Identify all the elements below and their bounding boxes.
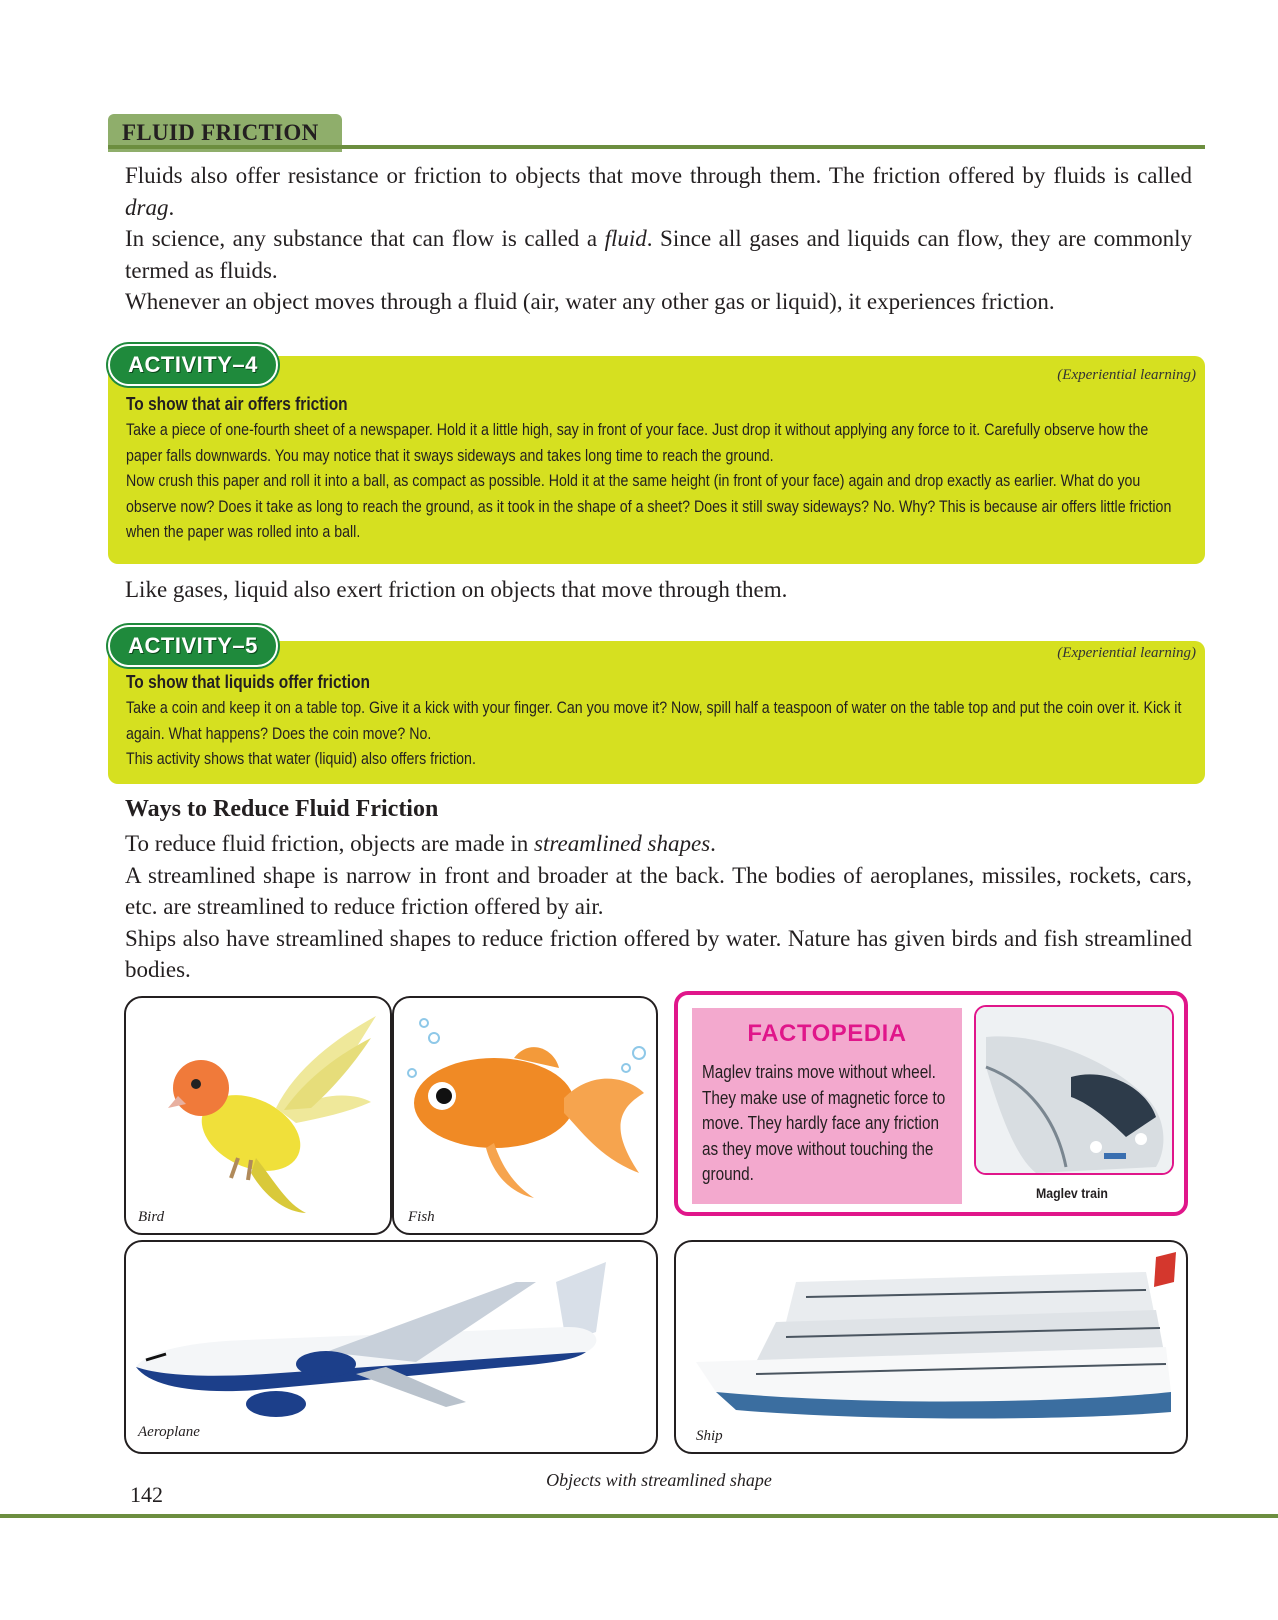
reduce-paragraph-2: A streamlined shape is narrow in front and broader at the back. The bodies of aeroplanes, missiles, rockets, cars, etc. are streamlined to reduce friction offered by air. [125,862,1192,919]
reduce-text [125,828,1192,986]
fish-card [392,996,658,1235]
activity-4-body [126,418,1184,546]
activity-4-tag: (Experiential learning) [1057,367,1196,383]
activity-4-paragraph-1: Take a piece of one-fourth sheet of a newspaper. Hold it a little high, say in front of your face. Just drop it without applying any force to it. Carefully observe how the paper falls downwards. You may notice that it sways sideways and takes long time to reach the ground. [126,421,1149,465]
bird-caption: Bird [138,1209,165,1225]
ship-image [676,1242,1188,1454]
activity-4-title: To show that air offers friction [126,394,348,414]
activity-5-label: ACTIVITY–5 [108,625,278,667]
ship-card [674,1240,1188,1454]
reduce-heading: Ways to Reduce Fluid Friction [125,796,439,822]
reduce-paragraph-3: Ships also have streamlined shapes to reduce friction offered by water. Nature has given birds and fish streamlined bodies. [125,925,1192,982]
fish-image [394,998,658,1235]
activity-5-title: To show that liquids offer friction [126,672,370,692]
intro-text [125,160,1192,318]
between-text: Like gases, liquid also exert friction on objects that move through them. [125,577,788,602]
aeroplane-image [126,1242,658,1454]
maglev-card [974,1005,1174,1175]
maglev-caption: Maglev train [1036,1185,1108,1201]
intro-paragraph-1: Fluids also offer resistance or friction to objects that move through them. The friction offered by fluids is called drag. [125,163,1192,220]
factopedia-title: FACTOPEDIA [747,1020,907,1047]
maglev-image [976,1007,1172,1173]
figure-caption: Objects with streamlined shape [546,1470,772,1490]
fish-caption: Fish [408,1209,435,1225]
activity-5-tag: (Experiential learning) [1057,645,1196,661]
intro-paragraph-2: In science, any substance that can flow is called a fluid. Since all gases and liquids can flow, they are commonly termed as fluids. [125,226,1192,283]
activity-5-body [126,696,1184,773]
bird-image [126,998,392,1235]
ship-caption: Ship [696,1428,723,1444]
activity-4-paragraph-2: Now crush this paper and roll it into a ball, as compact as possible. Hold it at the same height (in front of your face) again and drop exactly as earlier. What do you observe now? Does it take as long to reach the ground, as it took in the shape of a sheet? Does it still sway sideways? No. Why? This is because air offers little friction when the paper was rolled into a ball. [126,472,1172,541]
bird-card [124,996,392,1235]
activity-5-paragraph-1: Take a coin and keep it on a table top. Give it a kick with your finger. Can you move it? Now, spill half a teaspoon of water on the table top and put the coin over it. Kick it again. What happens? Does the coin move? No. [126,699,1182,743]
section-title: FLUID FRICTION [108,114,342,152]
aeroplane-caption: Aeroplane [138,1424,200,1440]
footer-rule [0,1514,1278,1518]
section-rule [108,145,1205,149]
activity-4-label: ACTIVITY–4 [108,344,278,386]
aeroplane-card [124,1240,658,1454]
reduce-paragraph-1: To reduce fluid friction, objects are made in streamlined shapes. [125,831,716,856]
factopedia-text: Maglev trains move without wheel. They make use of magnetic force to move. They hardly face any friction as they move without touching the ground. [702,1062,946,1184]
activity-5-paragraph-2: This activity shows that water (liquid) also offers friction. [126,750,476,768]
page-number: 142 [130,1482,163,1507]
intro-paragraph-3: Whenever an object moves through a fluid (air, water any other gas or liquid), it experiences friction. [125,289,1055,314]
